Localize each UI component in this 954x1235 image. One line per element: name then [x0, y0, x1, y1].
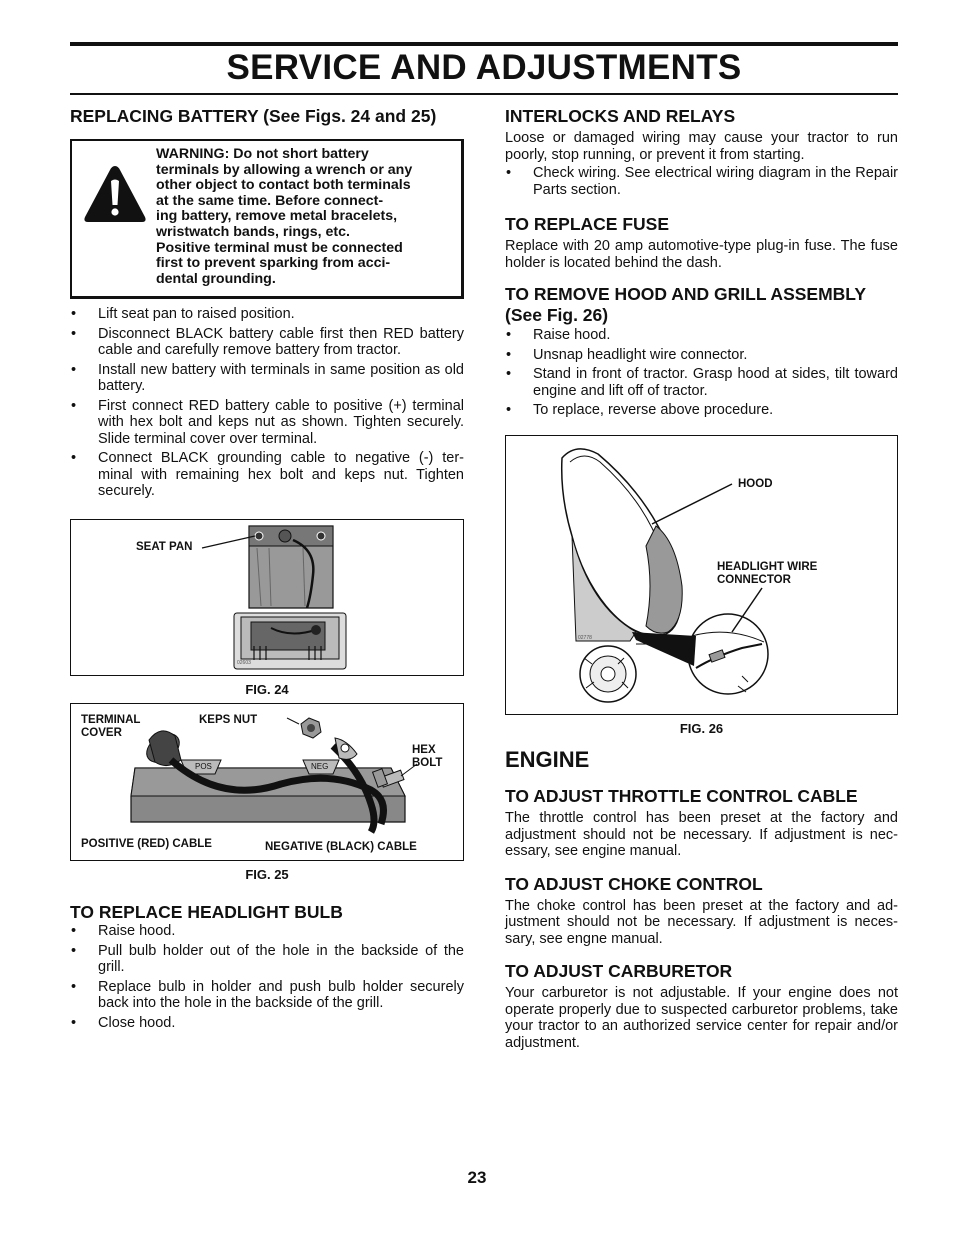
figure-25: [70, 703, 464, 861]
headlight-heading: TO REPLACE HEADLIGHT BULB: [70, 902, 343, 922]
list-item: • Pull bulb holder out of the hole in the backside of the grill.: [70, 943, 464, 976]
pos-mark: POS: [195, 762, 212, 771]
battery-heading: REPLACING BATTERY (See Figs. 24 and 25): [70, 106, 437, 126]
label-line: HEADLIGHT WIRE: [717, 561, 818, 573]
left-column: [70, 102, 464, 1031]
hood-heading: TO REMOVE HOOD AND GRILL ASSEMBLY (See Fig. 26): [505, 284, 866, 325]
carburetor-heading: TO ADJUST CARBURETOR: [505, 961, 733, 981]
list-item: • Install new battery with terminals in same position as old battery.: [70, 362, 464, 395]
list-item: • Unsnap headlight wire connector.: [505, 347, 898, 364]
list-item: • Raise hood.: [70, 923, 464, 940]
list-item: • Lift seat pan to raised position.: [70, 306, 464, 323]
headlight-section: [70, 902, 464, 1034]
label-line: COVER: [81, 727, 122, 739]
figure-25-caption: FIG. 25: [245, 867, 289, 882]
interlocks-body: Loose or damaged wiring may cause your tractor to run poorly, stop running, or prevent it from starting.: [505, 130, 898, 163]
battery-steps: [70, 306, 464, 500]
list-item: • Disconnect BLACK battery cable first then RED battery cable and carefully remove battery from tractor.: [70, 326, 464, 359]
part-code: 02778: [578, 635, 592, 641]
title-rule: [70, 93, 898, 95]
list-item: • Replace bulb in holder and push bulb holder securely back into the hole in the backside of the grill.: [70, 979, 464, 1012]
headlight-steps: [70, 923, 464, 1031]
warning-line: WARNING: Do not short battery: [156, 146, 369, 162]
hood-steps: [505, 327, 898, 419]
engine-section: [505, 747, 898, 1051]
label-line: TERMINAL: [81, 714, 141, 726]
figure-26-caption: FIG. 26: [679, 721, 724, 736]
fuse-body: Replace with 20 amp automotive-type plug-in fuse. The fuse holder is located behind the dash.: [505, 238, 898, 271]
list-item: • To replace, reverse above procedure.: [505, 402, 898, 419]
label-line: CONNECTOR: [717, 574, 791, 586]
page-number: 23: [467, 1168, 487, 1187]
warning-line: first to prevent sparking from acci-: [156, 255, 391, 272]
choke-heading: TO ADJUST CHOKE CONTROL: [505, 873, 763, 894]
label-keps-nut: KEPS NUT: [199, 714, 258, 726]
right-column: [505, 102, 898, 1051]
neg-mark: NEG: [311, 762, 329, 771]
seat-pan-illustration: [71, 520, 463, 675]
figure-24: [70, 519, 464, 676]
label-line: HEX: [412, 744, 436, 756]
list-item: • First connect RED battery cable to positive (+) terminal with hex bolt and keps nut as shown. Tighten securely. Slide terminal cover over terminal.: [70, 398, 464, 448]
label-hood: HOOD: [738, 478, 773, 490]
label-seat-pan: SEAT PAN: [136, 541, 193, 553]
top-rule: [70, 42, 898, 46]
warning-line: other object to contact both terminals: [156, 177, 411, 194]
label-headlight-connector: [717, 561, 817, 587]
part-code: 02603: [237, 660, 251, 666]
warning-text: [156, 147, 451, 287]
figure-24-caption: FIG. 24: [245, 682, 289, 697]
warning-line: ing battery, remove metal bracelets,: [156, 208, 398, 225]
engine-heading: ENGINE: [505, 747, 590, 772]
list-item: • Connect BLACK grounding cable to negative (-) ter- minal with remaining hex bolt and keps nut. Tighten securely.: [70, 450, 464, 500]
label-hex-bolt: [412, 744, 442, 770]
throttle-heading: TO ADJUST THROTTLE CONTROL CABLE: [505, 786, 858, 806]
hood-illustration: [506, 436, 897, 714]
interlocks-steps: [505, 165, 898, 198]
label-line: BOLT: [412, 757, 443, 769]
warning-line: at the same time. Before connect-: [156, 192, 384, 209]
throttle-body: The throttle control has been preset at the factory and adjustment should not be necessary. If adjustment is nec- essary, see engine manual.: [505, 810, 898, 859]
warning-triangle-icon: [82, 163, 148, 225]
list-item: • Close hood.: [70, 1015, 464, 1032]
list-item: • Raise hood.: [505, 327, 898, 344]
choke-body: The choke control has been preset at the factory and ad- justment should not be necessary. If adjustment is neces- sary, see engne manual.: [505, 897, 898, 947]
list-item: • Check wiring. See electrical wiring diagram in the Repair Parts section.: [505, 165, 898, 198]
list-item: • Stand in front of tractor. Grasp hood at sides, tilt toward engine and lift off of tractor.: [505, 366, 898, 399]
warning-line: dental grounding.: [156, 270, 276, 287]
label-negative-cable: NEGATIVE (BLACK) CABLE: [265, 841, 417, 853]
warning-line: terminals by allowing a wrench or any: [156, 161, 413, 178]
interlocks-heading: INTERLOCKS AND RELAYS: [505, 106, 736, 126]
label-positive-cable: POSITIVE (RED) CABLE: [81, 838, 212, 850]
warning-line: wristwatch bands, rings, etc.: [156, 223, 350, 240]
page-title: SERVICE AND ADJUSTMENTS: [226, 48, 742, 87]
warning-box: [70, 139, 464, 299]
fuse-heading: TO REPLACE FUSE: [505, 214, 670, 234]
figure-26: [505, 435, 898, 715]
warning-line: Positive terminal must be connected: [156, 239, 403, 256]
label-terminal-cover: [81, 714, 140, 740]
carburetor-body: Your carburetor is not adjustable. If your engine does not operate properly due to suspected carburetor problems, take your tractor to an authorized service center for repair and/or adjustment.: [505, 985, 898, 1051]
